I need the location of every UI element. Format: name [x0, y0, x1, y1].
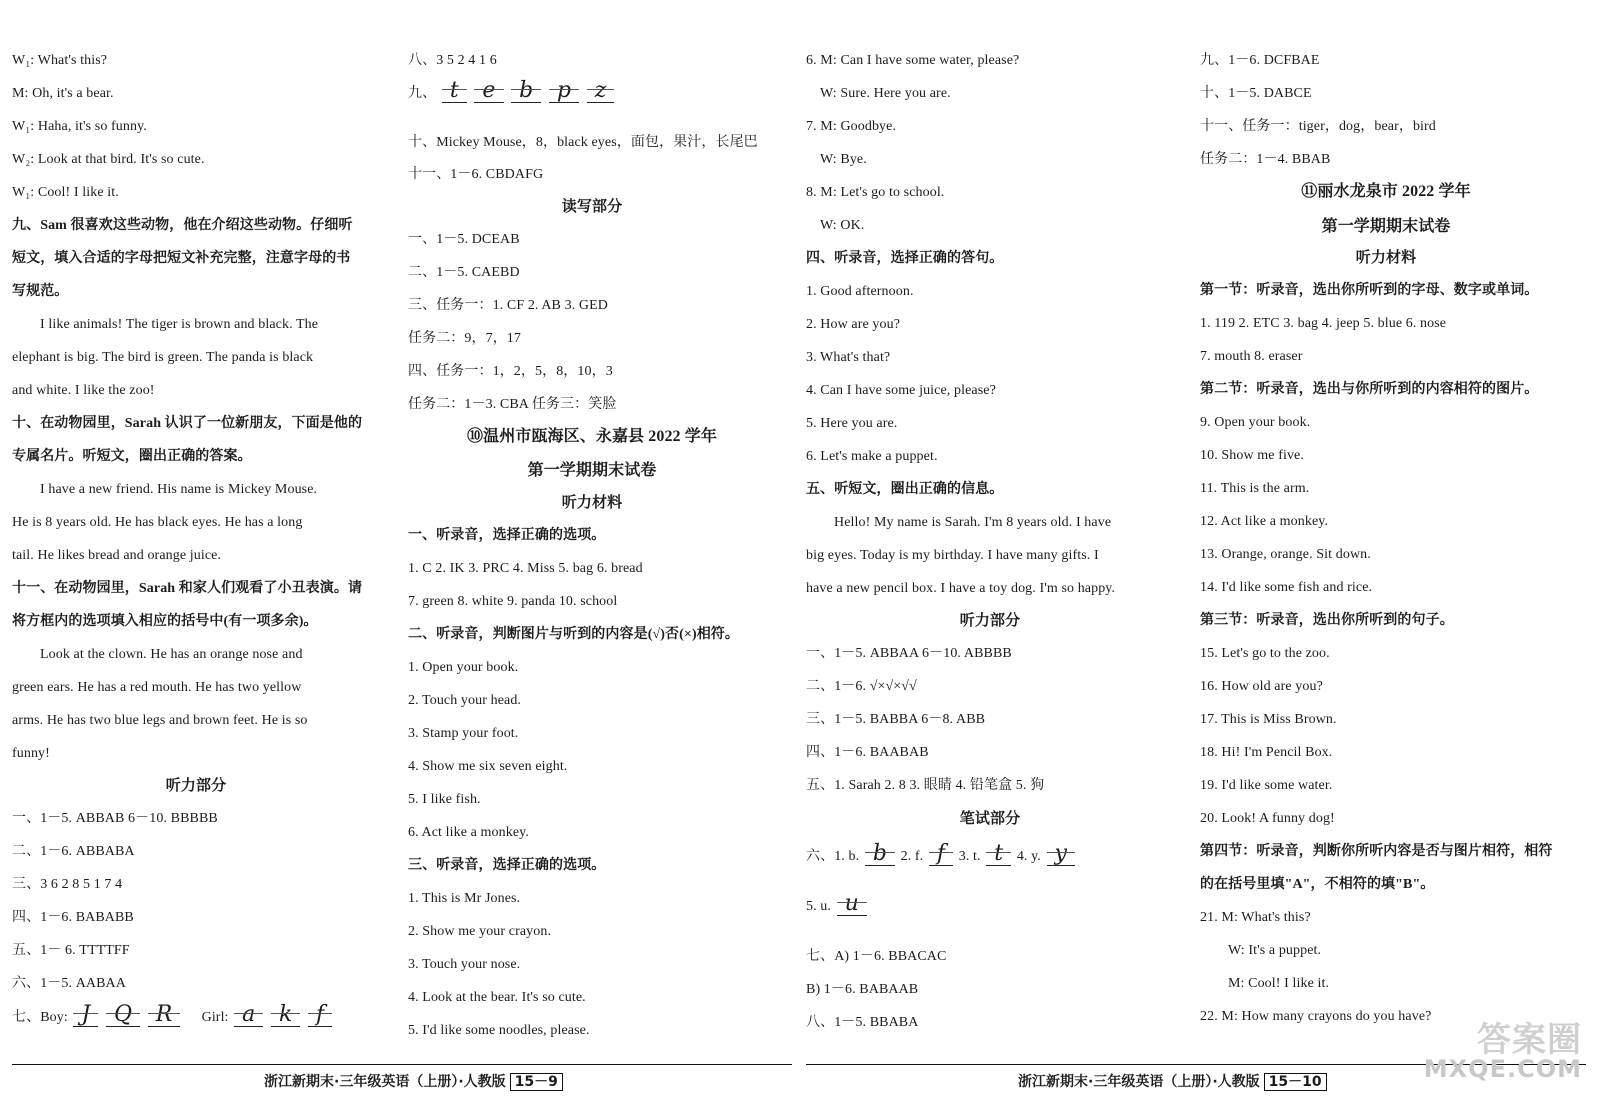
- answer-line: 四、1－6. BAABAB: [806, 745, 929, 760]
- passage-line: I have a new friend. His name is Mickey Mouse.: [40, 482, 318, 497]
- dialogue-line: W₂: Look at that bird. It's so cute.: [12, 152, 205, 167]
- transcript-line: 6. Let's make a puppet.: [806, 449, 938, 464]
- transcript-line: W: Bye.: [820, 152, 867, 167]
- passage-line: and white. I like the zoo!: [12, 383, 155, 398]
- question-heading: 二、听录音，判断图片与听到的内容是(√)否(×)相符。: [408, 627, 740, 642]
- transcript-line: 5. I like fish.: [408, 792, 481, 807]
- transcript-line: 7. mouth 8. eraser: [1200, 349, 1303, 364]
- answer-line: 二、1－5. CAEBD: [408, 265, 520, 280]
- transcript-line: 2. Show me your crayon.: [408, 924, 552, 939]
- transcript-line: 7. M: Goodbye.: [806, 119, 897, 134]
- exam-title: ⑪丽水龙泉市 2022 学年: [1301, 183, 1471, 200]
- handwritten-letter: f: [308, 1004, 332, 1027]
- transcript-line: 3. Stamp your foot.: [408, 726, 519, 741]
- section-title: 听力部分: [165, 778, 227, 794]
- transcript-line: 20. Look! A funny dog!: [1200, 811, 1335, 826]
- question-heading: 四、听录音，选择正确的答句。: [806, 251, 1004, 266]
- answer-line: 十、Mickey Mouse，8，black eyes，面包，果汁，长尾巴: [408, 135, 758, 150]
- passage-line: have a new pencil box. I have a toy dog. I'm so happy.: [806, 581, 1116, 596]
- transcript-line: 4. Look at the bear. It's so cute.: [408, 990, 586, 1005]
- passage-line: Hello! My name is Sarah. I'm 8 years old. I have: [834, 515, 1112, 530]
- handwritten-letter: u: [837, 893, 867, 916]
- passage-line: arms. He has two blue legs and brown feet. He is so: [12, 713, 308, 728]
- handwritten-letter: y: [1047, 843, 1076, 866]
- transcript-line: W: It's a puppet.: [1228, 943, 1322, 958]
- dialogue-line: W₁: What's this?: [12, 53, 108, 68]
- handwritten-letter: b: [865, 843, 895, 866]
- transcript-line: 11. This is the arm.: [1200, 481, 1310, 496]
- column-3: [806, 46, 1174, 1059]
- passage-line: tail. He likes bread and orange juice.: [12, 548, 222, 563]
- transcript-line: 1. Good afternoon.: [806, 284, 914, 299]
- handwriting-answer: 六、1. b. b 2. f. f 3. t. t 4. y. y: [806, 842, 1174, 872]
- answer-line: 四、任务一：1，2，5，8，10，3: [408, 364, 613, 379]
- question-heading: 第一节：听录音，选出你所听到的字母、数字或单词。: [1200, 283, 1539, 298]
- question-heading: 三、听录音，选择正确的选项。: [408, 858, 606, 873]
- transcript-line: 1. 119 2. ETC 3. bag 4. jeep 5. blue 6. nose: [1200, 316, 1447, 331]
- handwritten-letter: e: [474, 80, 503, 103]
- transcript-line: W: OK.: [820, 218, 865, 233]
- question-heading: 一、听录音，选择正确的选项。: [408, 528, 606, 543]
- answer-line: 二、1－6. √×√×√√: [806, 679, 917, 694]
- question-heading: 专属名片。听短文，圈出正确的答案。: [12, 449, 252, 464]
- exam-subtitle: 第一学期期末试卷: [1321, 218, 1451, 235]
- answer-line: 三、3 6 2 8 5 1 7 4: [12, 877, 123, 892]
- dialogue-line: M: Oh, it's a bear.: [12, 86, 114, 101]
- transcript-line: 3. Touch your nose.: [408, 957, 521, 972]
- question-heading: 第二节：听录音，选出与你所听到的内容相符的图片。: [1200, 382, 1539, 397]
- transcript-line: 7. green 8. white 9. panda 10. school: [408, 594, 618, 609]
- transcript-line: M: Cool! I like it.: [1228, 976, 1330, 991]
- answer-line: 任务二：1－4. BBAB: [1200, 152, 1331, 167]
- answer-line: 一、1－5. ABBAA 6－10. ABBBB: [806, 646, 1012, 661]
- page-footer-left: [12, 1064, 792, 1089]
- section-title: 听力材料: [1355, 250, 1417, 266]
- answer-line: 十、1－5. DABCE: [1200, 86, 1312, 101]
- answer-line: 三、1－5. BABBA 6－8. ABB: [806, 712, 986, 727]
- transcript-line: 2. Touch your head.: [408, 693, 522, 708]
- dialogue-line: W₁: Haha, it's so funny.: [12, 119, 147, 134]
- passage-line: Look at the clown. He has an orange nose and: [40, 647, 303, 662]
- dialogue-line: W₁: Cool! I like it.: [12, 185, 119, 200]
- question-heading: 十一、在动物园里，Sarah 和家人们观看了小丑表演。请: [12, 581, 363, 596]
- answer-line: 二、1－6. ABBABA: [12, 844, 135, 859]
- answer-line: 七、A) 1－6. BBACAC: [806, 949, 947, 964]
- answer-line: B) 1－6. BABAAB: [806, 982, 919, 997]
- answer-line: 八、3 5 2 4 1 6: [408, 53, 497, 68]
- section-title: 听力材料: [561, 495, 623, 511]
- answer-line: 一、1－5. DCEAB: [408, 232, 520, 247]
- answer-line: 九、1－6. DCFBAE: [1200, 53, 1320, 68]
- transcript-line: 5. Here you are.: [806, 416, 898, 431]
- transcript-line: 19. I'd like some water.: [1200, 778, 1333, 793]
- question-heading: 短文，填入合适的字母把短文补充完整，注意字母的书: [12, 251, 351, 266]
- transcript-line: 6. Act like a monkey.: [408, 825, 529, 840]
- answer-line: 四、1－6. BABABB: [12, 910, 134, 925]
- question-heading: 将方框内的选项填入相应的括号中(有一项多余)。: [12, 614, 318, 629]
- answer-line: 八、1－5. BBABA: [806, 1015, 919, 1030]
- answer-line: 十一、任务一：tiger，dog，bear，bird: [1200, 119, 1436, 134]
- transcript-line: 10. Show me five.: [1200, 448, 1304, 463]
- transcript-line: 17. This is Miss Brown.: [1200, 712, 1337, 727]
- transcript-line: 5. I'd like some noodles, please.: [408, 1023, 590, 1038]
- transcript-line: 18. Hi! I'm Pencil Box.: [1200, 745, 1333, 760]
- transcript-line: 9. Open your book.: [1200, 415, 1311, 430]
- answer-line: 十一、1－6. CBDAFG: [408, 167, 544, 182]
- handwritten-letter: k: [271, 1004, 300, 1027]
- passage-line: elephant is big. The bird is green. The panda is black: [12, 350, 314, 365]
- question-heading: 五、听短文，圈出正确的信息。: [806, 482, 1004, 497]
- transcript-line: 12. Act like a monkey.: [1200, 514, 1329, 529]
- handwritten-letter: a: [234, 1004, 263, 1027]
- handwritten-letter: b: [511, 80, 541, 103]
- transcript-line: 15. Let's go to the zoo.: [1200, 646, 1330, 661]
- exam-subtitle: 第一学期期末试卷: [527, 462, 657, 479]
- transcript-line: W: Sure. Here you are.: [820, 86, 951, 101]
- passage-line: big eyes. Today is my birthday. I have many gifts. I: [806, 548, 1099, 563]
- question-heading: 十、在动物园里，Sarah 认识了一位新朋友，下面是他的: [12, 416, 363, 431]
- passage-line: green ears. He has a red mouth. He has two yellow: [12, 680, 302, 695]
- handwritten-letter: J: [73, 1004, 98, 1027]
- passage-line: funny!: [12, 746, 50, 761]
- handwritten-letter: t: [442, 80, 467, 103]
- transcript-line: 1. Open your book.: [408, 660, 519, 675]
- handwritten-letter: f: [929, 843, 953, 866]
- transcript-line: 21. M: What's this?: [1200, 910, 1311, 925]
- answer-line: 五、1. Sarah 2. 8 3. 眼睛 4. 铅笔盒 5. 狗: [806, 778, 1045, 793]
- answer-line: 五、1－ 6. TTTTFF: [12, 943, 130, 958]
- watermark-logo: 答案圈: [1477, 1020, 1582, 1060]
- section-title: 读写部分: [561, 199, 623, 215]
- transcript-line: 22. M: How many crayons do you have?: [1200, 1009, 1432, 1024]
- handwritten-letter: z: [587, 80, 615, 103]
- column-1: [12, 46, 380, 1059]
- transcript-line: 4. Show me six seven eight.: [408, 759, 568, 774]
- footer-label: 浙江新期末·三年级英语（上册）·人教版 15－10: [1018, 1071, 1327, 1091]
- passage-line: He is 8 years old. He has black eyes. He has a long: [12, 515, 303, 530]
- watermark: [1423, 1020, 1582, 1083]
- column-4: [1200, 46, 1572, 1059]
- transcript-line: 13. Orange, orange. Sit down.: [1200, 547, 1371, 562]
- handwritten-letter: p: [549, 80, 579, 103]
- transcript-line: 4. Can I have some juice, please?: [806, 383, 996, 398]
- answer-line: 任务二：9，7，17: [408, 331, 521, 346]
- answer-line: 一、1－5. ABBAB 6－10. BBBBB: [12, 811, 218, 826]
- transcript-line: 14. I'd like some fish and rice.: [1200, 580, 1373, 595]
- section-title: 听力部分: [959, 613, 1021, 629]
- transcript-line: 1. C 2. IK 3. PRC 4. Miss 5. bag 6. bread: [408, 561, 643, 576]
- watermark-url: MXQE.COM: [1423, 1055, 1582, 1083]
- transcript-line: 16. How old are you?: [1200, 679, 1323, 694]
- transcript-line: 1. This is Mr Jones.: [408, 891, 521, 906]
- handwritten-letter: R: [148, 1004, 181, 1027]
- handwritten-letter: t: [986, 843, 1011, 866]
- question-heading: 写规范。: [12, 284, 69, 299]
- question-heading: 九、Sam 很喜欢这些动物，他在介绍这些动物。仔细听: [12, 218, 353, 233]
- question-heading: 第四节：听录音，判断你所听内容是否与图片相符，相符: [1200, 844, 1553, 859]
- handwriting-answer: 九、 t e b p z: [408, 80, 776, 108]
- page-number: 15－10: [1264, 1073, 1327, 1091]
- section-title: 笔试部分: [959, 811, 1021, 827]
- question-heading: 第三节：听录音，选出你所听到的句子。: [1200, 613, 1454, 628]
- question-heading: 的在括号里填"A"，不相符的填"B"。: [1200, 877, 1435, 892]
- transcript-line: 2. How are you?: [806, 317, 901, 332]
- footer-label: 浙江新期末·三年级英语（上册）·人教版 15－9: [264, 1071, 563, 1091]
- answer-line: 任务二：1－3. CBA 任务三：笑脸: [408, 397, 617, 412]
- column-2: [408, 46, 776, 1059]
- answer-line: 六、1－5. AABAA: [12, 976, 126, 991]
- page-number: 15－9: [510, 1073, 563, 1091]
- answer-line: 三、任务一：1. CF 2. AB 3. GED: [408, 298, 608, 313]
- transcript-line: 3. What's that?: [806, 350, 891, 365]
- exam-title: ⑩温州市瓯海区、永嘉县 2022 学年: [467, 428, 717, 445]
- handwriting-answer: 七、Boy: J Q R Girl: a k f: [12, 1004, 380, 1031]
- passage-line: I like animals! The tiger is brown and black. The: [40, 317, 319, 332]
- transcript-line: 8. M: Let's go to school.: [806, 185, 945, 200]
- transcript-line: 6. M: Can I have some water, please?: [806, 53, 1020, 68]
- handwritten-letter: Q: [106, 1004, 140, 1027]
- handwriting-answer: 5. u. u: [806, 892, 1174, 922]
